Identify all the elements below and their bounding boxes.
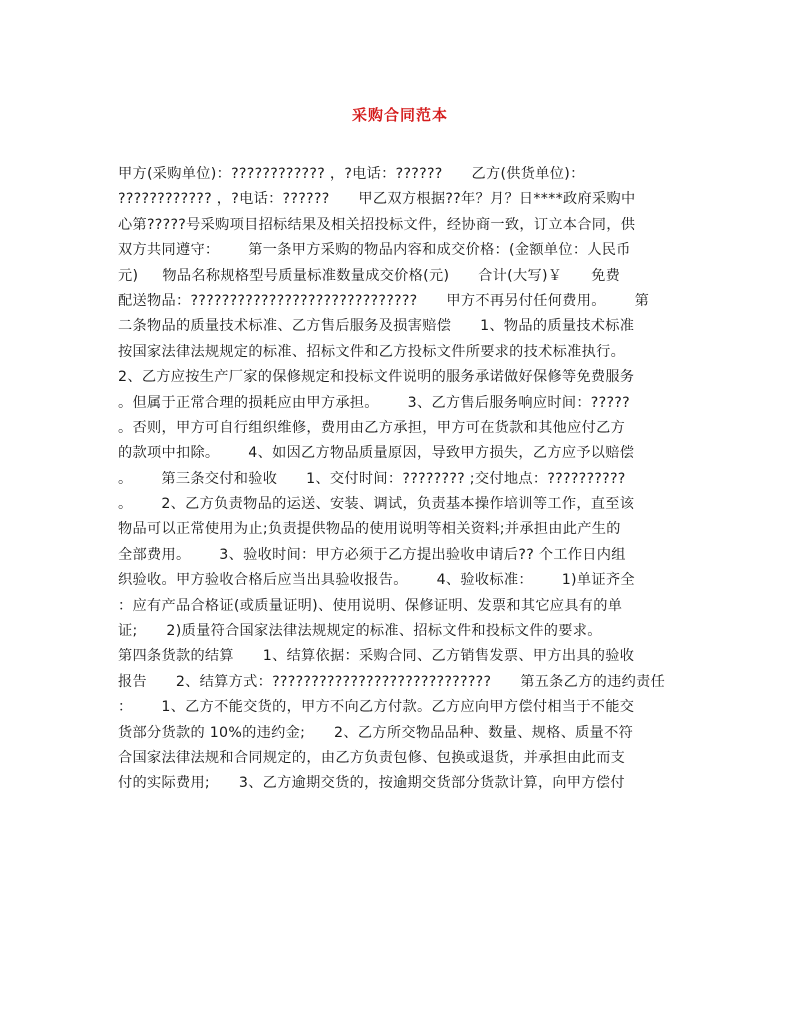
body-line: 2、乙方应按生产厂家的保修规定和投标文件说明的服务承诺做好保修等免费服务 (118, 369, 635, 386)
body-line: 第四条货款的结算 1、结算依据：采购合同、乙方销售发票、甲方出具的验收 (118, 648, 635, 665)
body-line: 全部费用。 3、验收时间：甲方必须于乙方提出验收申请后?? 个工作日内组 (118, 546, 626, 563)
body-line: 。否则，甲方可自行组织维修，费用由乙方承担，甲方可在货款和其他应付乙方 (118, 419, 626, 436)
body-line: 心第?????号采购项目招标结果及相关招投标文件，经协商一致，订立本合同，供 (118, 216, 636, 233)
body-line: 元) 物品名称规格型号质量标准数量成交价格(元) 合计(大写)￥ 免费 (118, 267, 621, 284)
body-line: 物品可以正常使用为止;负责提供物品的使用说明等相关资料;并承担由此产生的 (118, 521, 621, 538)
body-line: 配送物品：????????????????????????????? 甲方不再另付任何费用。 第 (118, 292, 650, 309)
document-title: 采购合同范本 (351, 106, 448, 124)
body-line: 按国家法律法规规定的标准、招标文件和乙方投标文件所要求的技术标准执行。 (118, 343, 626, 360)
body-line: 甲方(采购单位)：???????????? ，?电话：?????? 乙方(供货单位)： (118, 166, 585, 182)
body-line: 。 2、乙方负责物品的运送、安装、调试，负责基本操作培训等工作，直至该 (118, 496, 635, 513)
body-line: 。 第三条交付和验收 1、交付时间：???????? ;交付地点：?????????? (118, 470, 626, 487)
body-line: 付的实际费用; 3、乙方逾期交货的，按逾期交货部分货款计算，向甲方偿付 (118, 775, 625, 792)
body-line: 。但属于正常合理的损耗应由甲方承担。 3、乙方售后服务响应时间：????? (118, 394, 630, 411)
body-line: ???????????? ，?电话：?????? 甲乙双方根据??年？月？日****政府采购中 (118, 191, 636, 208)
body-line: 报告 2、结算方式：???????????????????????????? 第五条乙方的违约责任 (118, 673, 666, 690)
body-line: 双方共同遵守： 第一条甲方采购的物品内容和成交价格：(金额单位：人民币 (118, 242, 631, 259)
body-line: ：应有产品合格证(或质量证明)、使用说明、保修证明、发票和其它应具有的单 (118, 597, 623, 614)
body-line: 合国家法律法规和合同规定的，由乙方负责包修、包换或退货，并承担由此而支 (118, 749, 626, 766)
body-line: 货部分货款的 10%的违约金; 2、乙方所交物品品种、数量、规格、质量不符 (118, 724, 634, 741)
body-line: 的款项中扣除。 4、如因乙方物品质量原因，导致甲方损失，乙方应予以赔偿 (118, 445, 635, 462)
body-line: 二条物品的质量技术标准、乙方售后服务及损害赔偿 1、物品的质量技术标准 (118, 318, 635, 335)
document-body (118, 162, 693, 797)
body-line: 织验收。甲方验收合格后应当出具验收报告。 4、验收标准： 1)单证齐全 (118, 572, 635, 589)
body-line: 证; 2)质量符合国家法律法规规定的标准、招标文件和投标文件的要求。 (118, 623, 602, 640)
body-line: ： 1、乙方不能交货的，甲方不向乙方付款。乙方应向甲方偿付相当于不能交 (118, 699, 635, 716)
